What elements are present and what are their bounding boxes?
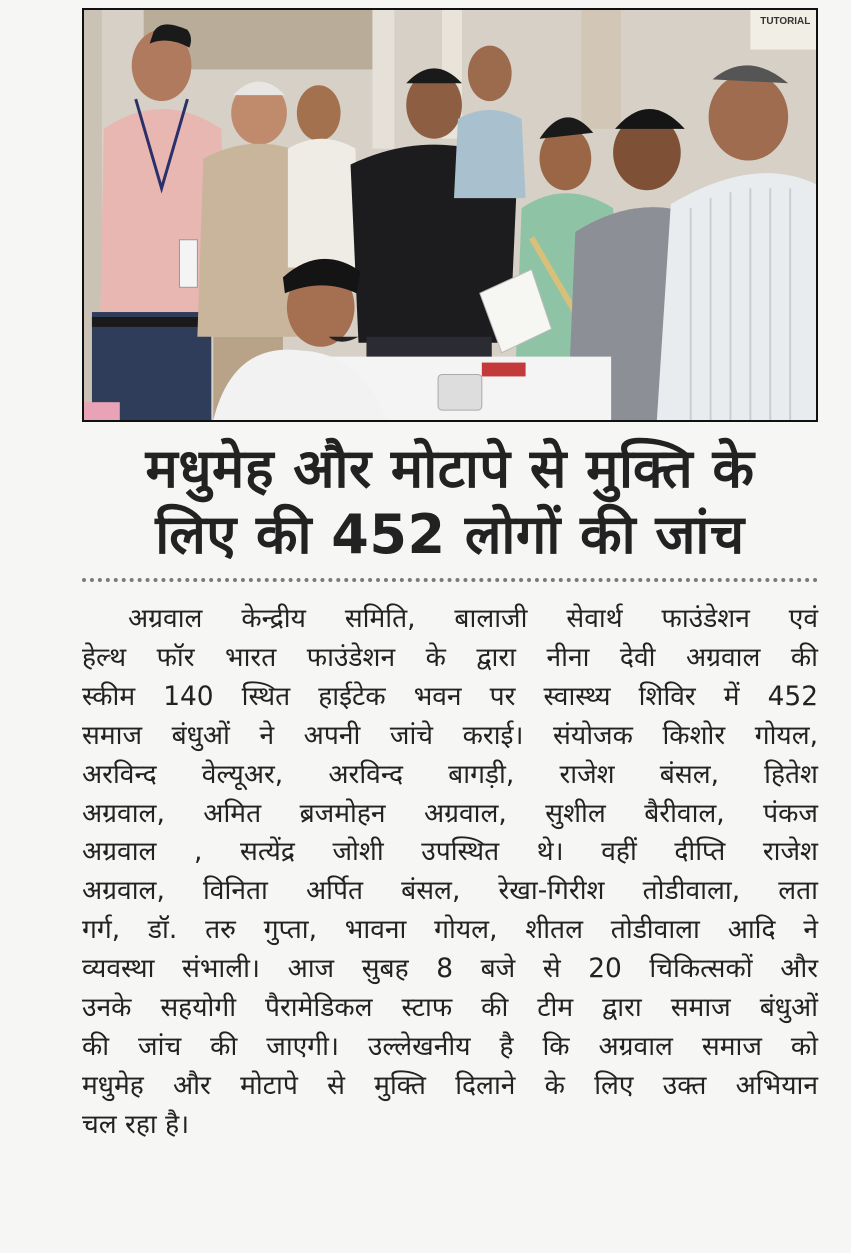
dotted-divider: [82, 578, 818, 582]
body-line: उनके सहयोगी पैरामेडिकल स्टाफ की टीम द्वारा समाज बंधुओं: [82, 992, 818, 1024]
body-line: स्कीम 140 स्थित हाईटेक भवन पर स्वास्थ्य शिविर में 452: [82, 680, 818, 712]
health-camp-photo: [84, 10, 816, 420]
body-line: हेल्थ फॉर भारत फाउंडेशन के द्वारा नीना देवी अग्रवाल की: [82, 641, 818, 673]
sign-text: TUTORIAL: [760, 15, 811, 27]
body-line: अग्रवाल , सत्येंद्र जोशी उपस्थित थे। वहीं दीप्ति राजेश: [82, 836, 818, 868]
body-line: अग्रवाल, अमित ब्रजमोहन अग्रवाल, सुशील बैरीवाल, पंकज: [82, 797, 818, 829]
news-photo: [82, 8, 818, 422]
body-line: समाज बंधुओं ने अपनी जांचे कराई। संयोजक किशोर गोयल,: [82, 719, 818, 751]
body-line: अग्रवाल केन्द्रीय समिति, बालाजी सेवार्थ फाउंडेशन एवं: [128, 603, 818, 634]
headline-line-1: मधुमेह और मोटापे से मुक्ति के: [145, 437, 755, 500]
headline: [82, 436, 818, 568]
body-line: अग्रवाल, विनिता अर्पित बंसल, रेखा-गिरीश तोडीवाला, लता: [82, 875, 818, 907]
body-line: मधुमेह और मोटापे से मुक्ति दिलाने के लिए उक्त अभियान: [82, 1069, 818, 1101]
body-line: चल रहा है।: [82, 1108, 190, 1140]
article-body: [82, 600, 818, 1145]
body-line: अरविन्द वेल्यूअर, अरविन्द बागड़ी, राजेश बंसल, हितेश: [82, 758, 818, 790]
body-line: व्यवस्था संभाली। आज सुबह 8 बजे से 20 चिकित्सकों और: [82, 953, 818, 985]
body-line: की जांच की जाएगी। उल्लेखनीय है कि अग्रवाल समाज को: [82, 1030, 818, 1062]
headline-line-2: लिए की 452 लोगों की जांच: [155, 503, 745, 566]
body-line: गर्ग, डॉ. तरु गुप्ता, भावना गोयल, शीतल तोडीवाला आदि ने: [82, 914, 818, 946]
